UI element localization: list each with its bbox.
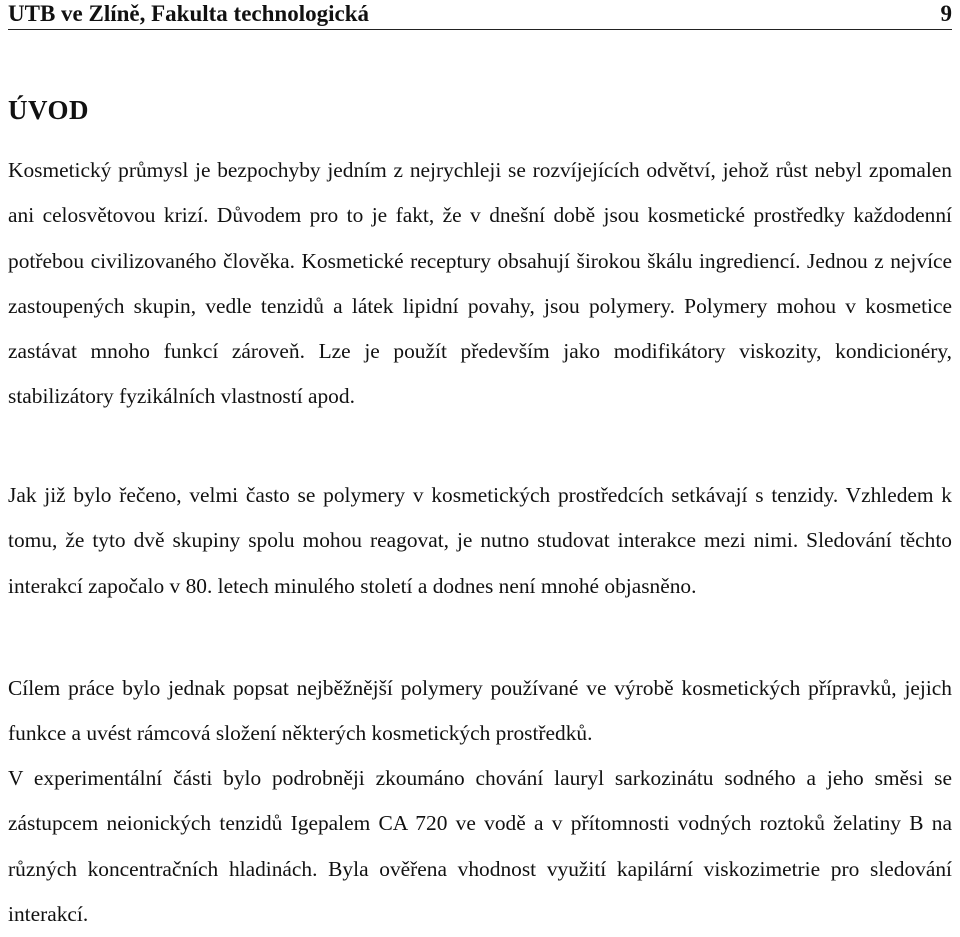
paragraph-aim: Cílem práce bylo jednak popsat nejběžnější polymery používané ve výrobě kosmetických přípravků, jejich funkce a uvést rámcová složení některých kosmetických prostředků. — [8, 676, 952, 746]
running-header — [8, 0, 952, 30]
page-number: 9 — [940, 1, 952, 26]
paragraph-interactions: Jak již bylo řečeno, velmi často se polymery v kosmetických prostředcích setkávají s tenzidy. Vzhledem k tomu, že tyto dvě skupiny spolu mohou reagovat, je nutno studovat interakce mezi nimi. Sledování těchto interakcí započalo v 80. letech minulého století a dodnes není mnohé objasněno. — [8, 483, 952, 598]
header-title: UTB ve Zlíně, Fakulta technologická — [8, 1, 369, 26]
document-page — [8, 0, 952, 927]
section-heading: ÚVOD — [8, 95, 89, 125]
paragraph-intro: Kosmetický průmysl je bezpochyby jedním z nejrychleji se rozvíjejících odvětví, jehož růst nebyl zpomalen ani celosvětovou krizí. Důvodem pro to je fakt, že v dnešní době jsou kosmetické prostředky každodenní potřebou civilizovaného člověka. Kosmetické receptury obsahují širokou škálu ingrediencí. Jednou z nejvíce zastoupených skupin, vedle tenzidů a látek lipidní povahy, jsou polymery. Polymery mohou v kosmetice zastávat mnoho funkcí zároveň. Lze je použít především jako modifikátory viskozity, kondicionéry, stabilizátory fyzikálních vlastností apod. — [8, 158, 952, 409]
paragraph-experimental: V experimentální části bylo podrobněji zkoumáno chování lauryl sarkozinátu sodného a jeho směsi se zástupcem neionických tenzidů Igepalem CA 720 ve vodě a v přítomnosti vodných roztoků želatiny B na různých koncentračních hladinách. Byla ověřena vhodnost využití kapilární viskozimetrie pro sledování interakcí. — [8, 766, 952, 926]
